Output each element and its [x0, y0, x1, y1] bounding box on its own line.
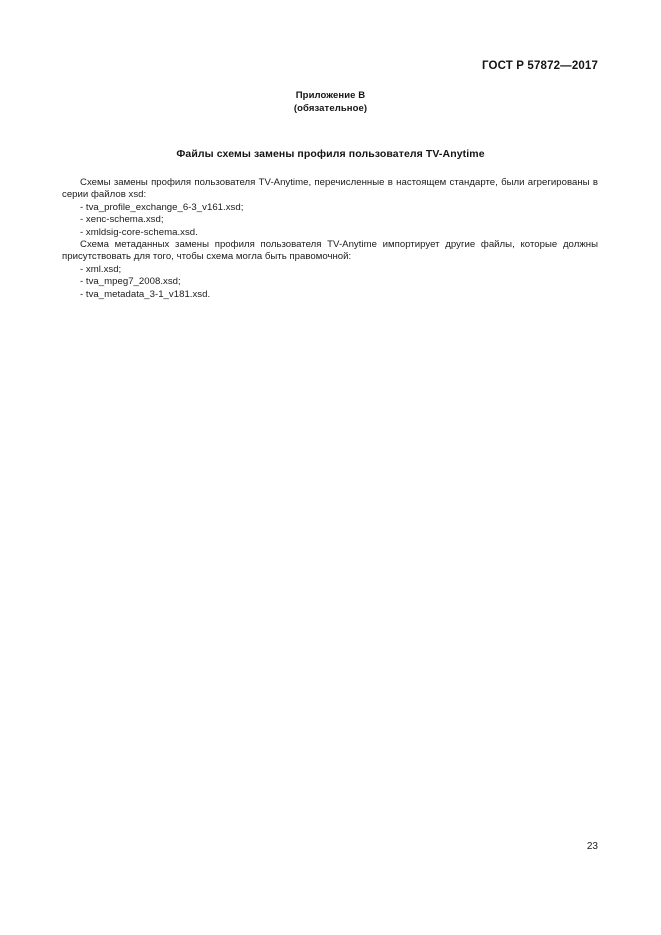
file-list-aggregated — [62, 202, 598, 239]
list-item: - tva_mpeg7_2008.xsd; — [80, 276, 181, 288]
file-list-imported — [62, 264, 598, 301]
annex-title: Файлы схемы замены профиля пользователя TV-Anytime — [176, 148, 485, 160]
list-item: - xml.xsd; — [80, 263, 122, 275]
list-item: - xmldsig-core-schema.xsd. — [80, 226, 198, 238]
list-item: - tva_profile_exchange_6-3_v161.xsd; — [80, 201, 244, 213]
list-item: - xenc-schema.xsd; — [80, 214, 164, 226]
annex-obligation: (обязательное) — [293, 103, 368, 114]
annex-label-block — [0, 89, 661, 115]
page-number: 23 — [586, 841, 598, 852]
body-text-block — [62, 177, 598, 301]
running-header-standard-ref: ГОСТ Р 57872—2017 — [481, 60, 598, 72]
paragraph-imported-files: Схема метаданных замены профиля пользователя TV-Anytime импортирует другие файлы, которые должны присутствовать для того, чтобы схема могла быть правомочной: — [62, 239, 598, 263]
annex-label: Приложение В — [295, 90, 366, 101]
paragraph-intro-schemas: Схемы замены профиля пользователя TV-Anytime, перечисленные в настоящем стандарте, были агрегированы в серии файлов xsd: — [62, 177, 598, 201]
list-item: - tva_metadata_3-1_v181.xsd. — [80, 288, 211, 300]
